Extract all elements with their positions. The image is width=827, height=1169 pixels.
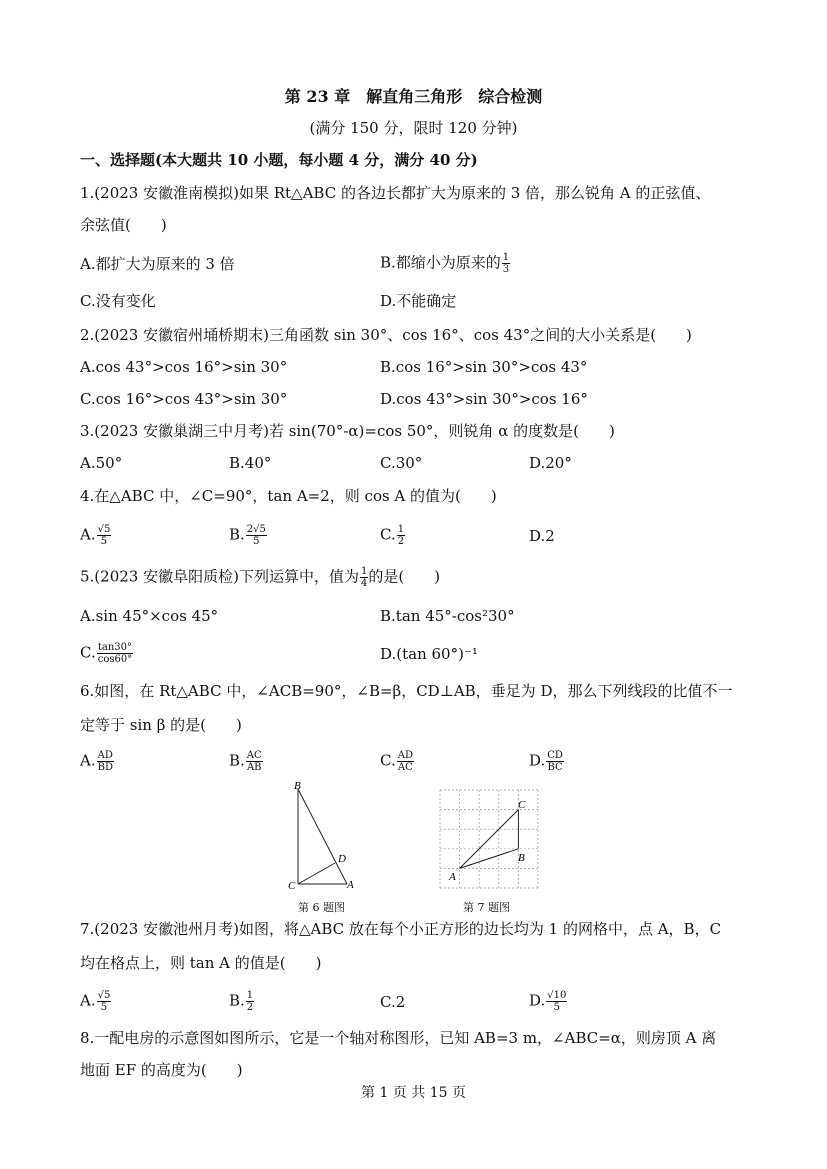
question-6-stem-cont: 定等于 sin β 的是( ): [80, 716, 242, 734]
q2-option-d: D.cos 43°>sin 30°>cos 16°: [380, 390, 588, 408]
question-8-stem-cont: 地面 EF 的高度为( ): [80, 1061, 243, 1079]
fig6-label-b: B: [294, 780, 301, 792]
page-subtitle: (满分 150 分，限时 120 分钟): [309, 119, 518, 137]
fig6-altitude-cd: [298, 863, 335, 884]
fig7-label-c: C: [518, 799, 526, 811]
q5-option-d: D.(tan 60°)⁻¹: [380, 645, 478, 663]
q6-option-d: D. $\frac{CD}{BC}$: [529, 750, 563, 773]
q5-option-c: C. $\frac{\tan 30^\circ}{\cos 60^\circ}$: [80, 642, 133, 665]
q1-option-b-text: B.都缩小为原来的: [380, 253, 501, 272]
fig6-label-d: D: [338, 853, 346, 865]
question-3-stem: 3.(2023 安徽巢湖三中月考)若 sin(70°-α)=cos 50°，则锐角 α 的度数是( ): [80, 422, 615, 440]
section-heading: 一、选择题(本大题共 10 小题，每小题 4 分，满分 40 分): [80, 151, 478, 169]
q3-option-a: A.50°: [80, 454, 123, 472]
q6-option-c: C. $\frac{AD}{AC}$: [380, 750, 413, 773]
q6-option-b: B. $\frac{AC}{AB}$: [229, 750, 262, 773]
figure-7-grid: [438, 788, 540, 890]
q4-option-b: B. $\frac{2√5}{5}$: [229, 524, 266, 547]
q4-option-d: D.2: [529, 527, 555, 545]
question-1-stem: 1.(2023 安徽淮南模拟)如果 Rt△ABC 的各边长都扩大为原来的 3 倍，那么锐角 A 的正弦值、: [80, 184, 711, 202]
q7-option-b: B. $\frac{1}{2}$: [229, 990, 254, 1013]
q5-option-b: B.tan 45°-cos²30°: [380, 607, 515, 625]
page-footer: 第 1 页 共 15 页: [361, 1085, 466, 1101]
figure-6-caption: 第 6 题图: [298, 901, 345, 914]
question-4-stem: 4.在△ABC 中，∠C=90°，tan A=2，则 cos A 的值为( ): [80, 487, 497, 505]
figure-7-caption: 第 7 题图: [463, 901, 510, 914]
q3-option-d: D.20°: [529, 454, 572, 472]
fig7-label-b: B: [518, 852, 525, 864]
q2-option-b: B.cos 16°>sin 30°>cos 43°: [380, 358, 588, 376]
q4-option-c: C. $\frac{1}{2}$: [380, 524, 405, 547]
q1-option-b: [380, 252, 510, 275]
fig7-side-ab: [460, 849, 519, 869]
question-8-stem: 8.一配电房的示意图如图所示，它是一个轴对称图形，已知 AB=3 m，∠ABC=α，则房顶 A 离: [80, 1029, 717, 1047]
q1-option-d: D.不能确定: [380, 292, 457, 310]
figure-6-triangle: [285, 780, 365, 895]
question-7-stem: 7.(2023 安徽池州月考)如图，将△ABC 放在每个小正方形的边长均为 1 的网格中，点 A，B，C: [80, 920, 722, 938]
q1-option-a: A.都扩大为原来的 3 倍: [80, 255, 235, 273]
q7-option-d: D. $\frac{√10}{5}$: [529, 990, 567, 1013]
q1-option-b-fraction: $\frac{1}{3}$: [502, 252, 510, 275]
fig6-label-c: C: [288, 880, 296, 892]
q5-option-a: A.sin 45°×cos 45°: [80, 607, 219, 625]
q2-option-c: C.cos 16°>cos 43°>sin 30°: [80, 390, 288, 408]
question-5-stem: 5.(2023 安徽阜阳质检)下列运算中，值为 $\frac{1}{4}$ 的是( ): [80, 566, 441, 589]
q4-option-a: A. $\frac{√5}{5}$: [80, 524, 111, 547]
q6-option-a: A. $\frac{AD}{BD}$: [80, 750, 113, 773]
q7-option-a: A. $\frac{√5}{5}$: [80, 990, 111, 1013]
fig7-label-a: A: [449, 871, 456, 883]
question-2-stem: 2.(2023 安徽宿州埇桥期末)三角函数 sin 30°、cos 16°、cos 43°之间的大小关系是( ): [80, 326, 692, 344]
question-7-stem-cont: 均在格点上，则 tan A 的值是( ): [80, 954, 322, 972]
page-title: 第 23 章 解直角三角形 综合检测: [284, 87, 543, 106]
q3-option-c: C.30°: [380, 454, 423, 472]
question-1-stem-cont: 余弦值( ): [80, 216, 167, 234]
question-6-stem: 6.如图，在 Rt△ABC 中，∠ACB=90°，∠B=β，CD⊥AB，垂足为 D，那么下列线段的比值不一: [80, 682, 733, 700]
fig6-label-a: A: [347, 879, 354, 891]
fig7-side-ac: [460, 810, 519, 869]
q1-option-c: C.没有变化: [80, 292, 156, 310]
q3-option-b: B.40°: [229, 454, 272, 472]
q2-option-a: A.cos 43°>cos 16°>sin 30°: [80, 358, 288, 376]
q7-option-c: C.2: [380, 993, 406, 1011]
